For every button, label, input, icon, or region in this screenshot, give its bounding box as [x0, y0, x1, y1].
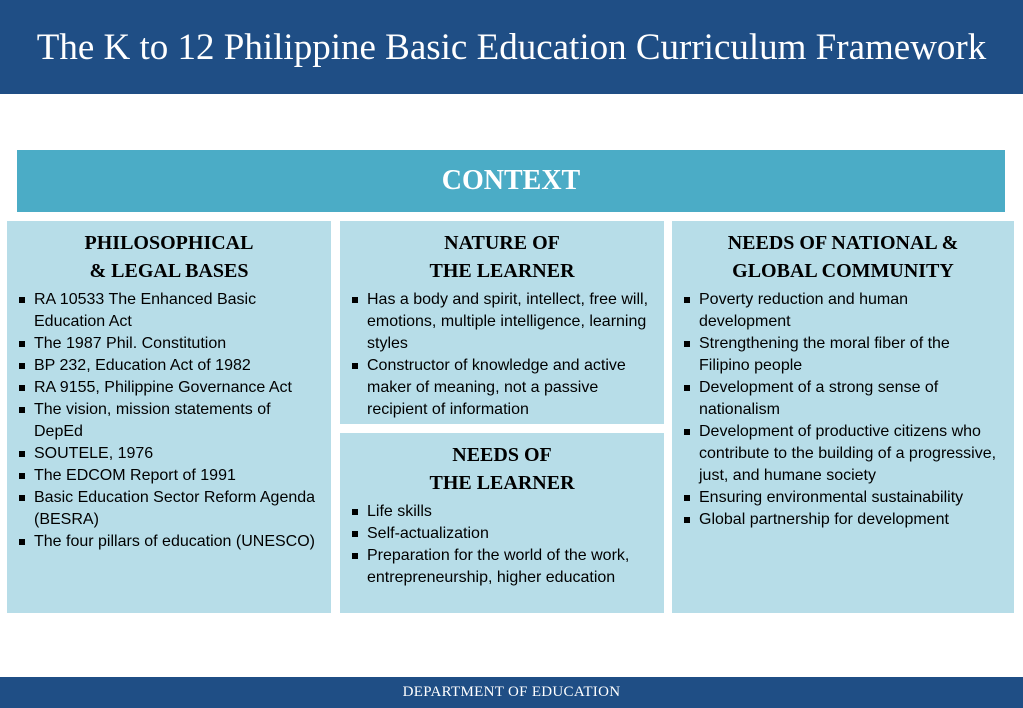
- list-item: [17, 289, 321, 333]
- list-item-text: The EDCOM Report of 1991: [34, 467, 236, 484]
- square-bullet-icon: [19, 495, 25, 501]
- list-item-text: Development of productive citizens who contribute to the building of a progressive, just, and humane society: [699, 423, 997, 484]
- square-bullet-icon: [684, 517, 690, 523]
- panel-title-line2: THE LEARNER: [429, 472, 575, 494]
- list-item-text: Development of a strong sense of nationalism: [699, 379, 939, 418]
- list-item-text: The 1987 Phil. Constitution: [34, 335, 227, 352]
- square-bullet-icon: [684, 385, 690, 391]
- list-item: [17, 355, 321, 377]
- list-item: [350, 523, 654, 545]
- list-item-text: Constructor of knowledge and active maker of meaning, not a passive recipient of information: [367, 357, 626, 418]
- panel-title-line1: NEEDS OF NATIONAL &: [727, 232, 959, 254]
- panel-title-line2: GLOBAL COMMUNITY: [732, 260, 954, 282]
- bullet-list: [350, 289, 654, 421]
- list-item-text: The four pillars of education (UNESCO): [34, 533, 315, 550]
- list-item: [17, 399, 321, 443]
- panel-nature-of-learner: [340, 221, 664, 424]
- panel-title-line2: THE LEARNER: [429, 260, 575, 282]
- list-item: [17, 531, 321, 553]
- list-item-text: SOUTELE, 1976: [34, 445, 154, 462]
- panel-title: [350, 229, 654, 285]
- list-item-text: Self-actualization: [367, 525, 489, 542]
- list-item: [682, 509, 1004, 531]
- square-bullet-icon: [352, 297, 358, 303]
- list-item-text: Life skills: [367, 503, 432, 520]
- list-item: [350, 289, 654, 355]
- list-item: [17, 377, 321, 399]
- square-bullet-icon: [19, 363, 25, 369]
- list-item-text: Ensuring environmental sustainability: [699, 489, 964, 506]
- square-bullet-icon: [684, 341, 690, 347]
- square-bullet-icon: [352, 363, 358, 369]
- list-item: [17, 333, 321, 355]
- list-item: [682, 377, 1004, 421]
- square-bullet-icon: [19, 539, 25, 545]
- square-bullet-icon: [352, 553, 358, 559]
- list-item: [17, 465, 321, 487]
- context-bar: [17, 150, 1005, 212]
- list-item: [350, 355, 654, 421]
- square-bullet-icon: [352, 531, 358, 537]
- panel-needs-national-global-community: [672, 221, 1014, 613]
- panel-title-line1: PHILOSOPHICAL: [84, 232, 254, 254]
- list-item: [350, 545, 654, 589]
- panel-title: [17, 229, 321, 285]
- list-item-text: Basic Education Sector Reform Agenda (BESRA): [34, 489, 316, 528]
- square-bullet-icon: [19, 451, 25, 457]
- square-bullet-icon: [684, 495, 690, 501]
- square-bullet-icon: [19, 473, 25, 479]
- list-item-text: BP 232, Education Act of 1982: [34, 357, 251, 374]
- panel-title-line1: NEEDS OF: [452, 444, 552, 466]
- list-item-text: Preparation for the world of the work, entrepreneurship, higher education: [367, 547, 630, 586]
- square-bullet-icon: [19, 341, 25, 347]
- list-item-text: Has a body and spirit, intellect, free will, emotions, multiple intelligence, learning styles: [367, 291, 649, 352]
- square-bullet-icon: [352, 509, 358, 515]
- square-bullet-icon: [684, 429, 690, 435]
- panel-title: [350, 441, 654, 497]
- square-bullet-icon: [19, 385, 25, 391]
- footer-label: DEPARTMENT OF EDUCATION: [402, 684, 621, 700]
- list-item-text: Poverty reduction and human development: [699, 291, 909, 330]
- list-item: [682, 289, 1004, 333]
- panel-philosophical-legal-bases: [7, 221, 331, 613]
- context-label: CONTEXT: [441, 165, 581, 196]
- footer-bar: [0, 677, 1023, 708]
- square-bullet-icon: [19, 407, 25, 413]
- square-bullet-icon: [684, 297, 690, 303]
- bullet-list: [17, 289, 321, 553]
- list-item-text: The vision, mission statements of DepEd: [34, 401, 271, 440]
- list-item-text: RA 9155, Philippine Governance Act: [34, 379, 292, 396]
- panel-title-line1: NATURE OF: [444, 232, 560, 254]
- list-item-text: Global partnership for development: [699, 511, 949, 528]
- square-bullet-icon: [19, 297, 25, 303]
- list-item: [17, 487, 321, 531]
- list-item-text: Strengthening the moral fiber of the Filipino people: [699, 335, 950, 374]
- panel-title-line2: & LEGAL BASES: [89, 260, 249, 282]
- slide-title-banner: [0, 0, 1023, 94]
- list-item-text: RA 10533 The Enhanced Basic Education Act: [34, 291, 257, 330]
- list-item: [682, 333, 1004, 377]
- panel-needs-of-learner: [340, 433, 664, 613]
- list-item: [17, 443, 321, 465]
- list-item: [682, 421, 1004, 487]
- list-item: [350, 501, 654, 523]
- bullet-list: [682, 289, 1004, 531]
- list-item: [682, 487, 1004, 509]
- slide-title: The K to 12 Philippine Basic Education Curriculum Framework: [36, 26, 987, 68]
- panel-title: [682, 229, 1004, 285]
- bullet-list: [350, 501, 654, 589]
